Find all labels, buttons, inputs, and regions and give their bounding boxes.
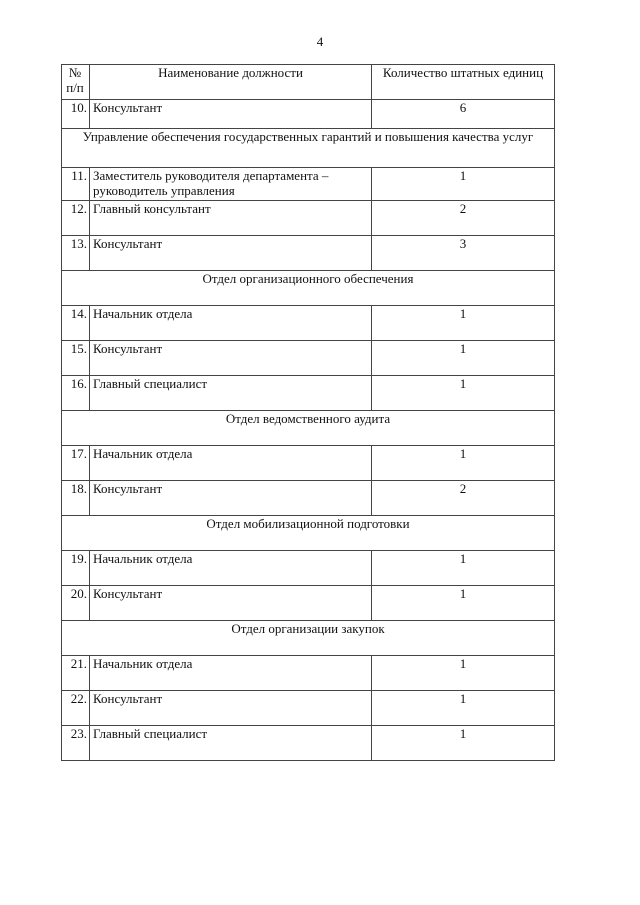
table-row (62, 726, 555, 761)
row-number: 14. (62, 306, 90, 341)
section-row (62, 271, 555, 306)
staff-count: 1 (372, 586, 555, 621)
table-row (62, 306, 555, 341)
row-number: 19. (62, 551, 90, 586)
header-num: № п/п (62, 65, 90, 100)
section-title: Управление обеспечения государственных гарантий и повышения качества услуг (62, 129, 555, 168)
table-row (62, 201, 555, 236)
staff-count: 1 (372, 691, 555, 726)
section-row (62, 129, 555, 168)
staff-count: 1 (372, 306, 555, 341)
position-name: Консультант (90, 236, 372, 271)
staffing-table (61, 64, 555, 761)
row-number: 11. (62, 168, 90, 201)
table-row (62, 341, 555, 376)
section-row (62, 621, 555, 656)
staff-count: 1 (372, 551, 555, 586)
section-row (62, 411, 555, 446)
staff-count: 3 (372, 236, 555, 271)
row-number: 13. (62, 236, 90, 271)
section-title: Отдел ведомственного аудита (62, 411, 555, 446)
position-name: Консультант (90, 100, 372, 129)
staff-count: 1 (372, 726, 555, 761)
position-name: Начальник отдела (90, 551, 372, 586)
header-name: Наименование должности (90, 65, 372, 100)
section-title: Отдел организационного обеспечения (62, 271, 555, 306)
position-name: Главный специалист (90, 726, 372, 761)
row-number: 22. (62, 691, 90, 726)
table-row (62, 586, 555, 621)
position-name: Консультант (90, 586, 372, 621)
table-row (62, 376, 555, 411)
row-number: 23. (62, 726, 90, 761)
position-name: Начальник отдела (90, 656, 372, 691)
position-name: Главный консультант (90, 201, 372, 236)
row-number: 12. (62, 201, 90, 236)
staff-count: 1 (372, 656, 555, 691)
position-name: Главный специалист (90, 376, 372, 411)
row-number: 20. (62, 586, 90, 621)
table-row (62, 236, 555, 271)
table-row (62, 481, 555, 516)
staff-count: 1 (372, 446, 555, 481)
row-number: 10. (62, 100, 90, 129)
table-body (62, 100, 555, 761)
row-number: 21. (62, 656, 90, 691)
header-count: Количество штатных единиц (372, 65, 555, 100)
table-row (62, 551, 555, 586)
staff-count: 2 (372, 201, 555, 236)
row-number: 16. (62, 376, 90, 411)
staff-count: 2 (372, 481, 555, 516)
staff-count: 6 (372, 100, 555, 129)
section-row (62, 516, 555, 551)
table-header-row (62, 65, 555, 100)
position-name: Заместитель руководителя департамента – руководитель управления (90, 168, 372, 201)
position-name: Консультант (90, 691, 372, 726)
position-name: Начальник отдела (90, 306, 372, 341)
row-number: 17. (62, 446, 90, 481)
staff-count: 1 (372, 341, 555, 376)
table-row (62, 446, 555, 481)
staff-count: 1 (372, 376, 555, 411)
position-name: Начальник отдела (90, 446, 372, 481)
row-number: 15. (62, 341, 90, 376)
section-title: Отдел мобилизационной подготовки (62, 516, 555, 551)
staff-count: 1 (372, 168, 555, 201)
page-number: 4 (316, 34, 324, 49)
position-name: Консультант (90, 481, 372, 516)
table-row (62, 168, 555, 201)
position-name: Консультант (90, 341, 372, 376)
table-row (62, 691, 555, 726)
table-row (62, 100, 555, 129)
section-title: Отдел организации закупок (62, 621, 555, 656)
row-number: 18. (62, 481, 90, 516)
table-row (62, 656, 555, 691)
